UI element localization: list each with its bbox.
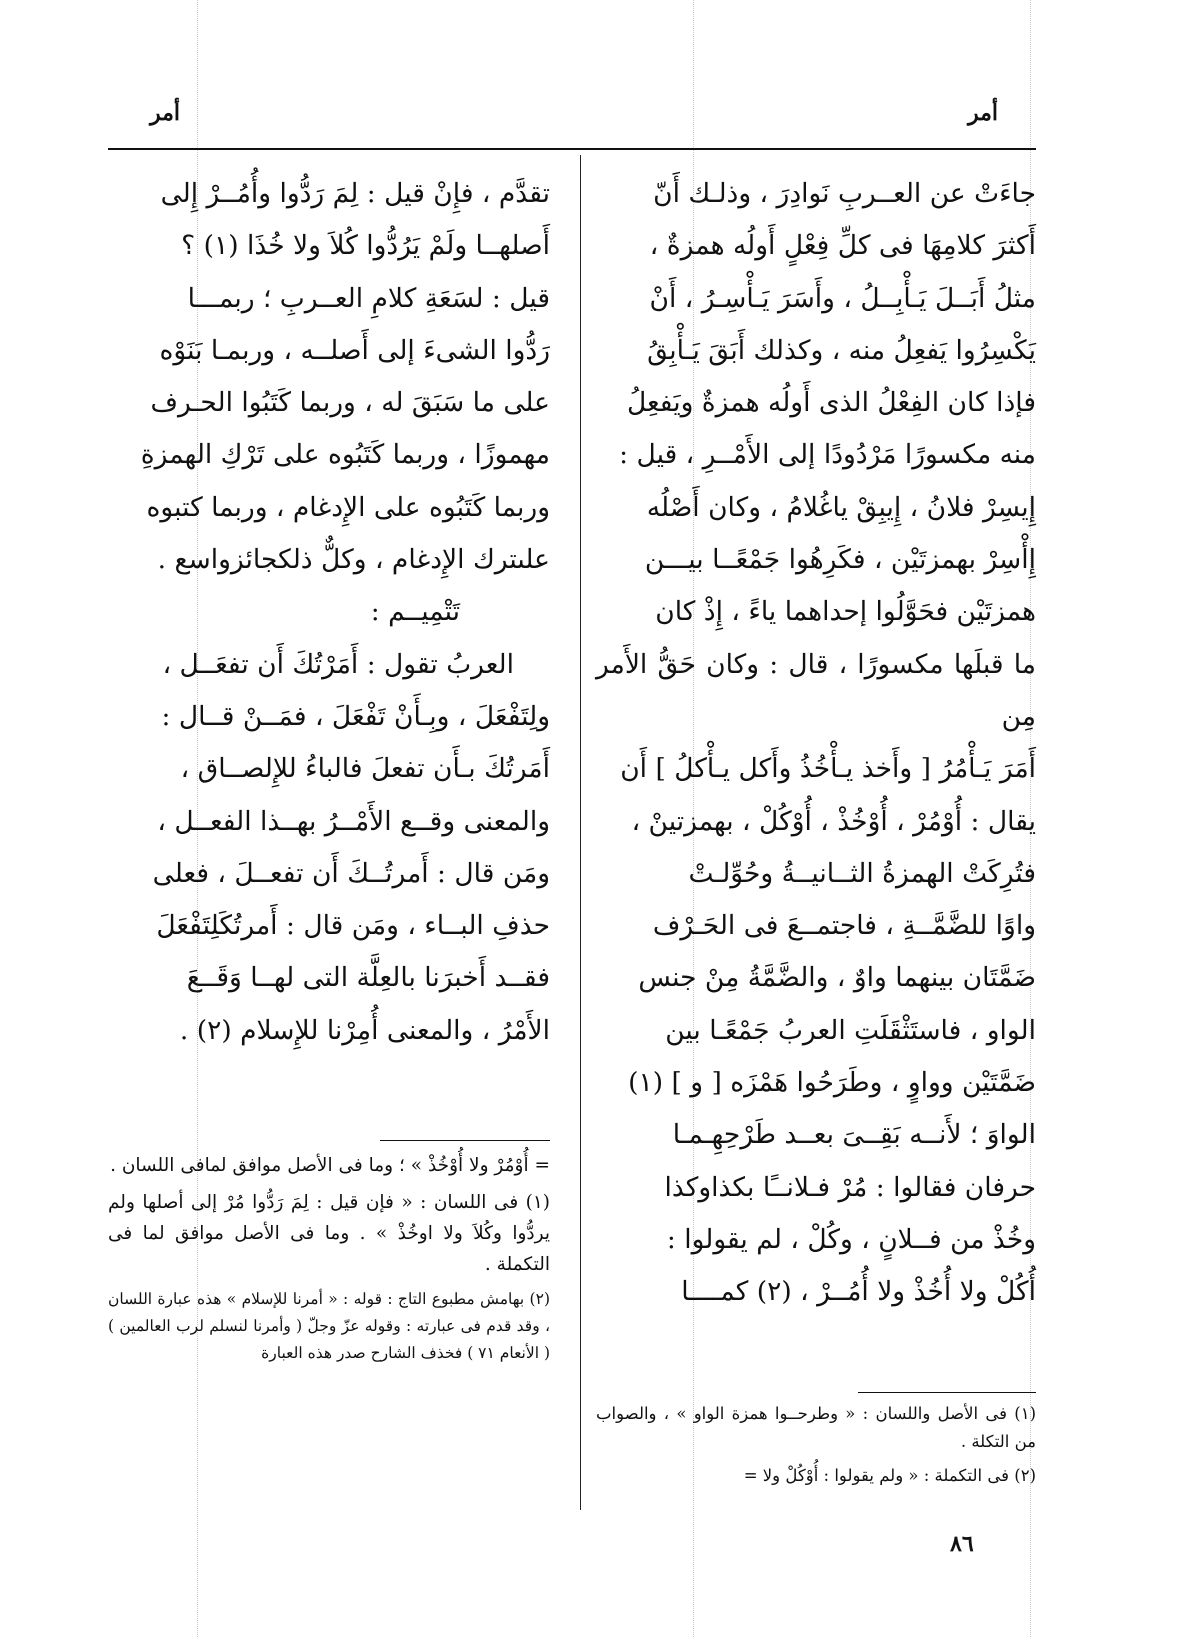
running-header-left: أمر bbox=[150, 100, 181, 126]
text-line: أُكُلْ ولا أُخُذْ ولا أُمُــرْ ، (٢) كمــــا bbox=[681, 1276, 1036, 1308]
text-line: تقدَّم ، فإِنْ قيل : لِمَ رَدُّوا وأُمُــرْ إِلى bbox=[160, 178, 550, 209]
text-line: والمعنى وقــع الأَمْــرُ بهــذا الفعــل ، bbox=[157, 805, 550, 837]
right-footnotes bbox=[596, 1400, 1036, 1496]
text-line: يَكْسِرُوا يَفعِلُ منه ، وكذلك أَبَقَ يَـأْبِقُ bbox=[647, 334, 1036, 366]
text-line: مثلُ أَبَــلَ يَـأْبِــلُ ، وأَسَرَ يَـأْسِـرُ ، أَنْ bbox=[649, 282, 1036, 314]
running-header-right: أمر bbox=[968, 100, 999, 126]
text-line: ما قبلَها مكسورًا ، قال : وكان حَقُّ الأَمر مِن bbox=[596, 648, 1036, 732]
text-line: أَصلهــا ولَمْ يَرُدُّوا كُلاَ ولا خُذَا (١) ؟ bbox=[181, 230, 550, 262]
text-line: أَمَرَ يَـأْمُرُ [ وأَخذ يـأْخُذُ وأَكل يـأْكلُ ] أَن bbox=[620, 753, 1036, 785]
text-line: فقــد أَخبرَنا بالعِلَّة التى لهــا وَقَــعَ bbox=[186, 962, 550, 994]
text-line: وربما كَتَبُوه على الإِدغام ، وربما كتبوه bbox=[146, 491, 550, 523]
text-line: قيل : لسَعَةِ كلامِ العــربِ ؛ ربمـــا bbox=[187, 282, 550, 314]
text-line: علىترك الإِدغام ، وكلٌّ ذلكجائزواسع . bbox=[157, 544, 550, 576]
footnote: = أُوْمُرْ ولا أُوْخُذْ » ؛ وما فى الأصل موافق لمافى اللسان . bbox=[110, 1155, 550, 1176]
footnote-rule-left bbox=[380, 1140, 550, 1141]
text-line: الواوَ ؛ لأَنــه بَقِــىَ بعــد طَرْحِهِـمـا bbox=[672, 1119, 1036, 1151]
text-line: رَدُّوا الشىءَ إلى أَصلــه ، وربمـا بَنَوْه bbox=[159, 334, 550, 366]
text-line: العربُ تقول : أَمَرْتُكَ أَن تفعَــل ، bbox=[162, 648, 514, 680]
column-divider bbox=[580, 155, 581, 1510]
text-line: همزتَيْن فحَوَّلُوا إحداهما ياءً ، إِذْ كان bbox=[655, 596, 1036, 628]
text-line: حرفان فقالوا : مُرْ فـلانــًا بكذاوكذا bbox=[664, 1171, 1036, 1203]
text-line: أَمَرتُكَ بـأَن تفعلَ فالباءُ للإِلصــاق ، bbox=[180, 753, 550, 785]
text-line: يقال : أُوْمُرْ ، أُوْخُذْ ، أُوْكُلْ ، بهمزتينْ ، bbox=[631, 805, 1036, 837]
text-line: جاءَتْ عن العــربِ نَوادِرَ ، وذلـك أَنّ bbox=[653, 178, 1036, 209]
left-column-text bbox=[108, 168, 550, 1057]
text-line: واوًا للضَّمَّــةِ ، فاجتمــعَ فى الحَـرْف bbox=[652, 910, 1036, 942]
section-heading: تَتْمِيــم : bbox=[370, 596, 460, 628]
right-column-text bbox=[596, 168, 1036, 1319]
text-line: الأَمْرُ ، والمعنى أُمِرْنا للإِسلام (٢) . bbox=[179, 1014, 550, 1046]
text-line: أَكثرَ كلامِهَا فى كلِّ فِعْلٍ أَولُه همزةٌ ، bbox=[649, 230, 1036, 262]
footnote: (٢) بهامش مطبوع التاج : قوله : « أمرنا للإسلام » هذه عبارة اللسان ، وقد قدم فى عبارته : وقوله عزّ وجلّ ( وأمرنا لنسلم لرب العالمين ) ( الأنعام ٧١ ) فخذف الشارح صدر هذه العبارة bbox=[108, 1290, 550, 1362]
text-line: ضَمَّتَيْن وواوٍ ، وطَرَحُوا هَمْزَه [ و ] (١) bbox=[628, 1067, 1036, 1099]
text-line: منه مكسورًا مَرْدُودًا إلى الأَمْــرِ ، قيل : bbox=[619, 439, 1036, 471]
header-rule bbox=[108, 148, 1036, 150]
text-line: إِيسِرْ فلانُ ، إِيبِقْ ياغُلامُ ، وكان أَصْلُه bbox=[646, 491, 1036, 523]
footnote-rule-right bbox=[858, 1392, 1036, 1393]
footnote: (٢) فى التكملة : « ولم يقولوا : أُوْكُلْ ولا = bbox=[743, 1466, 1036, 1485]
text-line: على ما سَبَقَ له ، وربما كَتَبُوا الحـرف bbox=[150, 387, 550, 419]
text-line: فإذا كان الفِعْلُ الذى أَولُه همزةٌ ويَفعِلُ bbox=[626, 387, 1036, 419]
text-line: الواو ، فاستَثْقَلَتِ العربُ جَمْعًـا بين bbox=[665, 1014, 1036, 1046]
text-line: إِأْسِرْ بهمزتَيْن ، فكَرِهُوا جَمْعًــا بيـــن bbox=[644, 544, 1036, 576]
text-line: فتُرِكَتْ الهمزةُ الثــانيــةُ وحُوِّلـتْ bbox=[688, 857, 1036, 889]
page-number: ٨٦ bbox=[950, 1531, 974, 1557]
footnote: (١) فى اللسان : « فإن قيل : لِمَ رَدُّوا مُرْ إلى أصلها ولم يردُّوا وكُلاَ ولا اوخُذْ » . وما فى الأصل موافق لما فى التكملة . bbox=[108, 1192, 550, 1275]
left-footnotes bbox=[108, 1150, 550, 1373]
text-line: ومَن قال : أَمرتُــكَ أَن تفعــلَ ، فعلى bbox=[152, 857, 550, 889]
text-line: ولِتَفْعَلَ ، وبِـأَنْ تَفْعَلَ ، فمَــنْ قــال : bbox=[161, 700, 550, 732]
text-line: ضَمَّتَان بينهما واوٌ ، والضَّمَّةُ مِنْ جنس bbox=[638, 962, 1036, 994]
text-line: مهموزًا ، وربما كَتَبُوه على تَرْكِ الهمزةِ bbox=[140, 439, 550, 471]
text-line: حذفِ البــاء ، ومَن قال : أَمرتُكَلِتَفْعَلَ bbox=[156, 910, 550, 942]
text-line: وخُذْ من فــلانٍ ، وكُلْ ، لم يقولوا : bbox=[666, 1223, 1036, 1255]
footnote: (١) فى الأصل واللسان : « وطرحــوا همزة الواو » ، والصواب من التكلة . bbox=[596, 1404, 1036, 1451]
